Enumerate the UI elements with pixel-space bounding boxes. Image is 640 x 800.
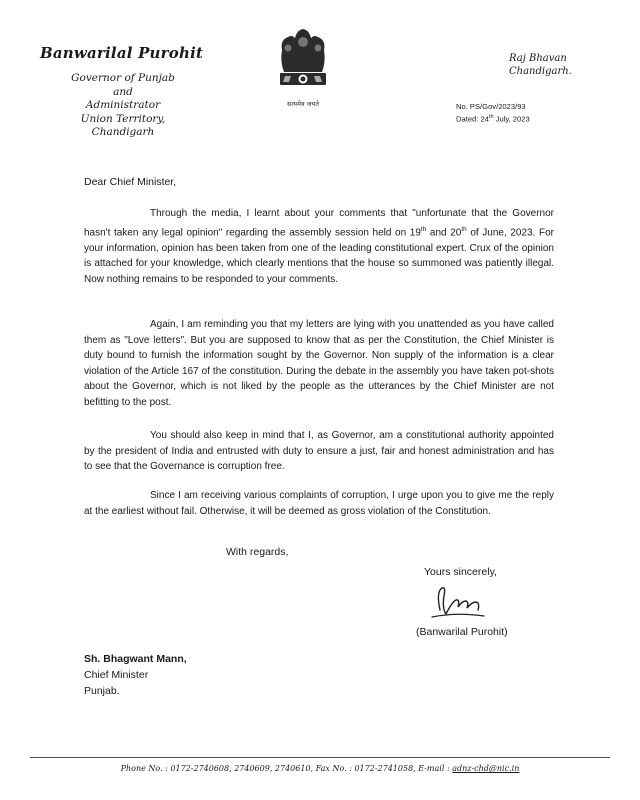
national-emblem-icon — [276, 28, 330, 112]
body-paragraph-1: Through the media, I learnt about your comments that "unfortunate that the Governor hasn't taken any legal opinion" regarding the assembly session held on 19th and 20th of June, 2023. For your information, opinion has been taken from one of the leading constitutional expert. Crux of the opinion is attached for your knowledge, which clearly mentions that the house so summoned was patiently illegal. Now nothing remains to be responded to your comments. — [84, 208, 554, 285]
designation-line: Union Territory, Chandigarh — [80, 112, 166, 138]
designation-line: Administrator — [85, 99, 161, 111]
signature — [426, 580, 506, 624]
recipient-block — [84, 651, 187, 699]
sender-address — [509, 52, 572, 78]
recipient-state: Punjab. — [84, 685, 120, 697]
salutation: Dear Chief Minister, — [84, 176, 177, 188]
footer-divider — [30, 757, 610, 758]
sender-name: Banwarilal Purohit — [40, 44, 204, 62]
body-paragraph-3: You should also keep in mind that I, as Governor, am a constitutional authority appointed by the president of India and entrusted with duty to ensure a just, fair and honest administration and has to see that the Governance is corruption free. — [84, 430, 554, 473]
recipient-name: Sh. Bhagwant Mann, — [84, 653, 187, 665]
closing-regards: With regards, — [226, 546, 289, 558]
address-line: Raj Bhavan — [509, 53, 567, 64]
body-paragraph-4: Since I am receiving various complaints of corruption, I urge upon you to give me the reply at the earliest without fail. Otherwise, it will be deemed as gross violation of the Constitution. — [84, 490, 554, 517]
contact-numbers: Phone No. : 0172-2740608, 2740609, 2740610, Fax No. : 0172-2741058, E-mail : — [120, 764, 453, 773]
reference-block — [456, 101, 530, 125]
designation-line: and — [113, 85, 133, 98]
footer-contact — [0, 764, 640, 773]
signatory-name: (Banwarilal Purohit) — [416, 626, 508, 638]
email-link[interactable]: adnz-chd@nic.in — [452, 764, 520, 773]
body-paragraph-2: Again, I am reminding you that my letters are lying with you unattended as you have called them as "Love letters". But you are supposed to know that as per the Constitution, the Chief Minister is duty bound to furnish the information sought by the Governor. Non supply of the information is a clear violation of the Article 167 of the constitution. During the debate in the assembly you have taken pot-shots about the Governor, which is not liked by the people as the utterances by the Chief Minister are not befitting to the post. — [84, 319, 554, 408]
reference-number: No. PS/Gov/2023/93 — [456, 102, 526, 111]
address-line: Chandigarh. — [509, 66, 572, 77]
sender-designation — [58, 72, 188, 140]
recipient-title: Chief Minister — [84, 669, 149, 681]
emblem-motto: सत्यमेव जयते — [287, 100, 319, 108]
designation-line: Governor of Punjab — [71, 72, 175, 84]
letter-date: Dated: 24th July, 2023 — [456, 114, 530, 124]
closing-yours: Yours sincerely, — [424, 566, 497, 578]
